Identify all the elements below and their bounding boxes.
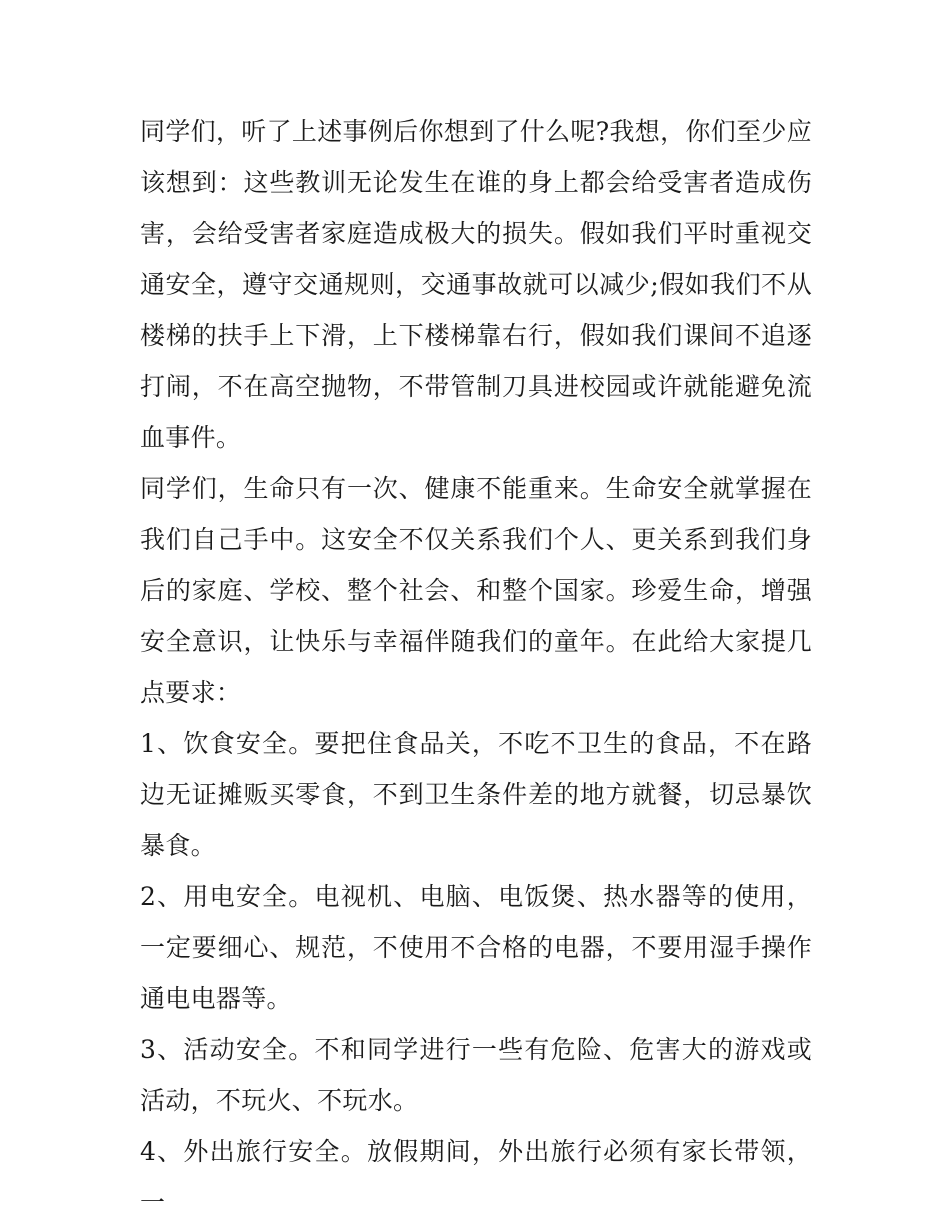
paragraph-travel-safety: 4、外出旅行安全。放假期间，外出旅行必须有家长带领，一 [140,1137,812,1217]
document-body [140,106,812,1228]
paragraph-activity-safety: 3、活动安全。不和同学进行一些有危险、危害大的游戏或活动，不玩火、不玩水。 [140,1035,812,1115]
paragraph-electric-safety: 2、用电安全。电视机、电脑、电饭煲、热水器等的使用，一定要细心、规范，不使用不合格的电器，不要用湿手操作通电电器等。 [140,882,812,1013]
paragraph-life-safety: 同学们，生命只有一次、健康不能重来。生命安全就掌握在我们自己手中。这安全不仅关系我们个人、更关系到我们身后的家庭、学校、整个社会、和整个国家。珍爱生命，增强安全意识，让快乐与幸福伴随我们的童年。在此给大家提几点要求： [140,474,812,707]
paragraph-food-safety: 1、饮食安全。要把住食品关，不吃不卫生的食品，不在路边无证摊贩买零食，不到卫生条件差的地方就餐，切忌暴饮暴食。 [140,729,812,860]
paragraph-reflection: 同学们，听了上述事例后你想到了什么呢?我想，你们至少应该想到：这些教训无论发生在谁的身上都会给受害者造成伤害，会给受害者家庭造成极大的损失。假如我们平时重视交通安全，遵守交通规则，交通事故就可以减少;假如我们不从楼梯的扶手上下滑，上下楼梯靠右行，假如我们课间不追逐打闹，不在高空抛物，不带管制刀具进校园或许就能避免流血事件。 [140,117,812,452]
